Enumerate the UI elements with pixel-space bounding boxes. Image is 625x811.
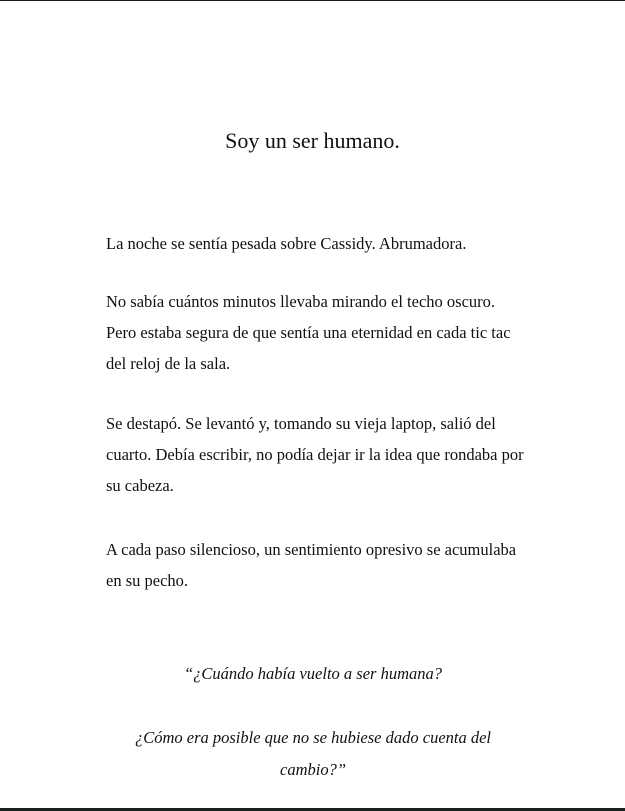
paragraph-1: La noche se sentía pesada sobre Cassidy. Abrumadora. [106,234,467,253]
italic-quote-1: “¿Cuándo había vuelto a ser humana? [183,664,443,683]
paragraph-3: Se destapó. Se levantó y, tomando su vieja laptop, salió del cuarto. Debía escribir, no podía dejar ir la idea que rondaba por su cabeza. [106,414,524,495]
chapter-title: Soy un ser humano. [225,128,400,153]
paragraph-2: No sabía cuántos minutos llevaba mirando el techo oscuro. Pero estaba segura de que sentía una eternidad en cada tic tac del reloj de la sala. [106,292,511,373]
italic-quote-2: ¿Cómo era posible que no se hubiese dado cuenta del cambio?” [134,728,492,779]
paragraph-4: A cada paso silencioso, un sentimiento opresivo se acumulaba en su pecho. [106,540,517,590]
